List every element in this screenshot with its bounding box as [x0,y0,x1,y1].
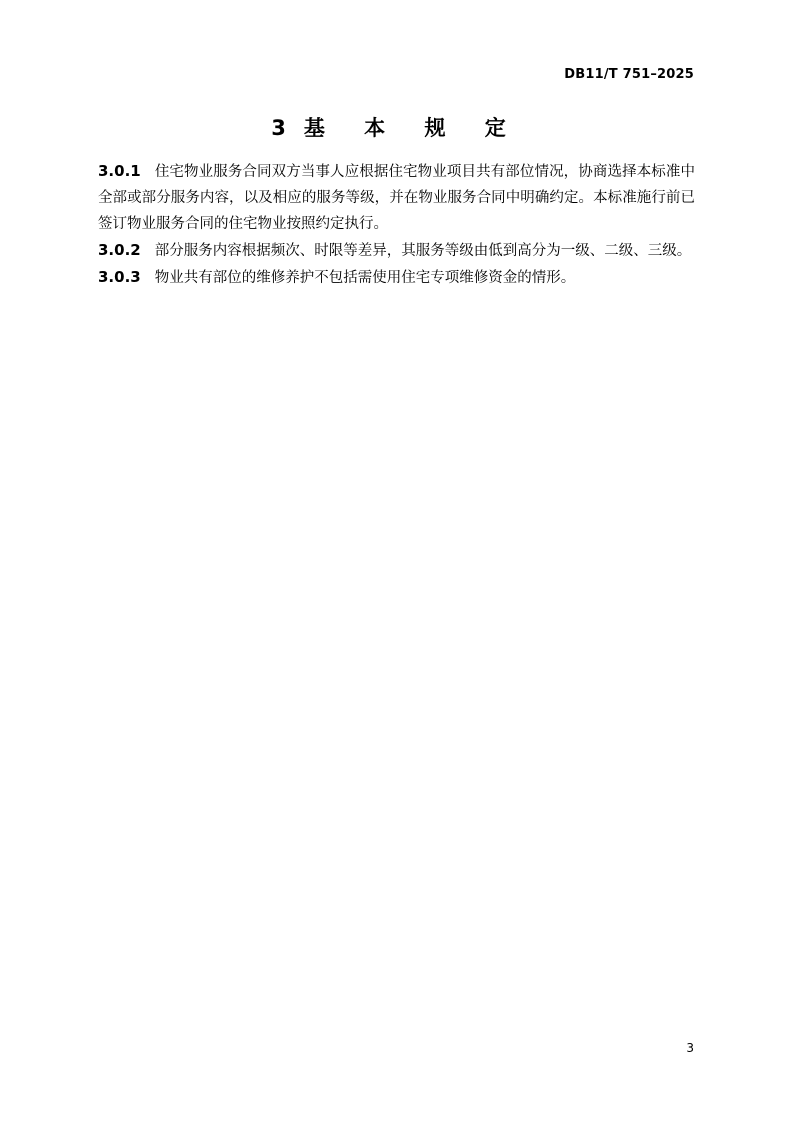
clause-list [98,158,695,291]
clause-text: 住宅物业服务合同双方当事人应根据住宅物业项目共有部位情况，协商选择本标准中全部或部分服务内容，以及相应的服务等级，并在物业服务合同中明确约定。本标准施行前已签订物业服务合同的住宅物业按照约定执行。 [98,164,695,232]
clause-text: 部分服务内容根据频次、时限等差异，其服务等级由低到高分为一级、二级、三级。 [154,243,692,259]
page-number: 3 [686,1041,694,1055]
clause-3-0-2 [98,237,695,264]
clause-number: 3.0.1 [98,162,141,180]
clause-text: 物业共有部位的维修养护不包括需使用住宅专项维修资金的情形。 [154,270,576,286]
clause-3-0-3 [98,264,695,291]
clause-number: 3.0.3 [98,268,141,286]
clause-3-0-1 [98,158,695,237]
chapter-number: 3 [271,116,286,140]
chapter-heading [0,112,793,142]
clause-number: 3.0.2 [98,241,141,259]
chapter-title: 基 本 规 定 [303,116,522,140]
document-code: DB11/T 751–2025 [564,67,694,82]
